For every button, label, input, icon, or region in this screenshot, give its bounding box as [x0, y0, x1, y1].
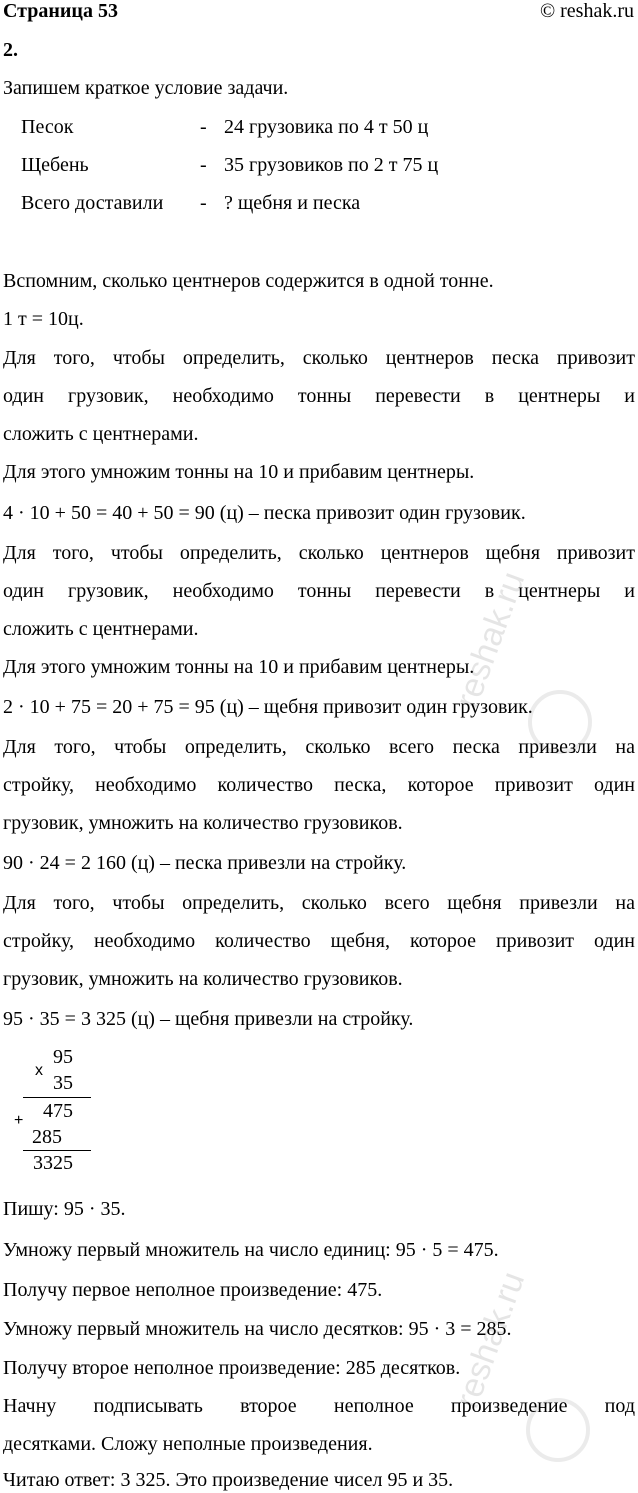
equation-line: 2 · 10 + 75 = 20 + 75 = 95 (ц) – щебня привозит один грузовик. — [3, 696, 533, 718]
calc-result: 3325 — [33, 1152, 73, 1174]
text-span: один грузовик, необходимо тонны перевести в центнеры и — [3, 580, 635, 602]
calc-line — [23, 1150, 91, 1151]
text-span: Для того, чтобы определить, сколько центнеров щебня привозит — [3, 542, 635, 564]
text-span: Для того, чтобы определить, сколько центнеров песка привозит — [3, 347, 635, 369]
text-line: Читаю ответ: 3 325. Это произведение чисел 95 и 35. — [3, 1469, 454, 1491]
factor-2: 35 — [53, 1072, 73, 1094]
copyright-watermark-icon — [528, 690, 592, 754]
condition-value: ? щебня и песка — [224, 192, 361, 214]
text-span: Для того, чтобы определить, сколько всего песка привезли на — [3, 736, 635, 758]
text-line: сложить с центнерами. — [3, 423, 199, 445]
intro-line: Запишем краткое условие задачи. — [3, 77, 289, 99]
condition-value: 24 грузовика по 4 т 50 ц — [224, 116, 429, 138]
condition-dash: - — [200, 154, 207, 176]
text-span: один грузовик, необходимо тонны перевести в центнеры и — [3, 385, 635, 407]
condition-name: Щебень — [21, 154, 89, 176]
condition-dash: - — [200, 192, 207, 214]
task-number: 2. — [3, 39, 18, 61]
text-line — [3, 543, 635, 563]
text-line: грузовик, умножить на количество грузовиков. — [3, 812, 403, 834]
condition-value: 35 грузовиков по 2 т 75 ц — [224, 154, 439, 176]
text-line — [3, 348, 635, 368]
text-line: Получу второе неполное произведение: 285 десятков. — [3, 1357, 461, 1379]
partial-product-2: 285 — [32, 1126, 62, 1148]
factor-1: 95 — [53, 1046, 73, 1068]
page-number: Страница 53 — [3, 0, 118, 22]
text-line — [3, 931, 635, 951]
text-line — [3, 581, 635, 601]
multiply-sign: x — [35, 1062, 43, 1079]
condition-dash: - — [200, 116, 207, 138]
text-line: Умножу первый множитель на число единиц: 95 · 5 = 475. — [3, 1239, 499, 1261]
equation-line: 95 · 35 = 3 325 (ц) – щебня привезли на стройку. — [3, 1008, 414, 1030]
text-line: Умножу первый множитель на число десятков: 95 · 3 = 285. — [3, 1318, 512, 1340]
text-line: Пишу: 95 · 35. — [3, 1198, 126, 1220]
text-span: стройку, необходимо количество песка, которое привозит один — [3, 774, 635, 796]
text-line: грузовик, умножить на количество грузовиков. — [3, 968, 403, 990]
condition-name: Всего доставили — [21, 192, 164, 214]
text-line — [3, 386, 635, 406]
text-line — [3, 893, 635, 913]
watermark: reshak.ru — [448, 566, 533, 713]
text-span: Для того, чтобы определить, сколько всего щебня привезли на — [3, 892, 635, 914]
calc-line — [23, 1097, 91, 1098]
text-span: стройку, необходимо количество щебня, которое привозит один — [3, 930, 635, 952]
text-line: сложить с центнерами. — [3, 618, 199, 640]
partial-product-1: 475 — [43, 1100, 73, 1122]
text-line: Вспомним, сколько центнеров содержится в одной тонне. — [3, 270, 494, 292]
text-span: Начну подписывать второе неполное произведение под — [3, 1395, 635, 1417]
equation-line: 4 · 10 + 50 = 40 + 50 = 90 (ц) – песка привозит один грузовик. — [3, 502, 526, 524]
text-line: десятками. Сложу неполные произведения. — [3, 1433, 373, 1455]
page-header — [3, 0, 634, 26]
copyright-watermark-icon — [526, 1398, 590, 1462]
equation-line: 90 · 24 = 2 160 (ц) – песка привезли на стройку. — [3, 852, 407, 874]
text-line — [3, 775, 635, 795]
site-credit: © reshak.ru — [539, 0, 634, 22]
plus-sign: + — [14, 1112, 24, 1129]
text-line: 1 т = 10ц. — [3, 308, 84, 330]
text-line: Для этого умножим тонны на 10 и прибавим центнеры. — [3, 656, 475, 678]
text-line: Получу первое неполное произведение: 475. — [3, 1279, 383, 1301]
condition-name: Песок — [21, 116, 74, 138]
text-line: Для этого умножим тонны на 10 и прибавим центнеры. — [3, 461, 475, 483]
watermark: reshak.ru — [448, 1266, 533, 1413]
